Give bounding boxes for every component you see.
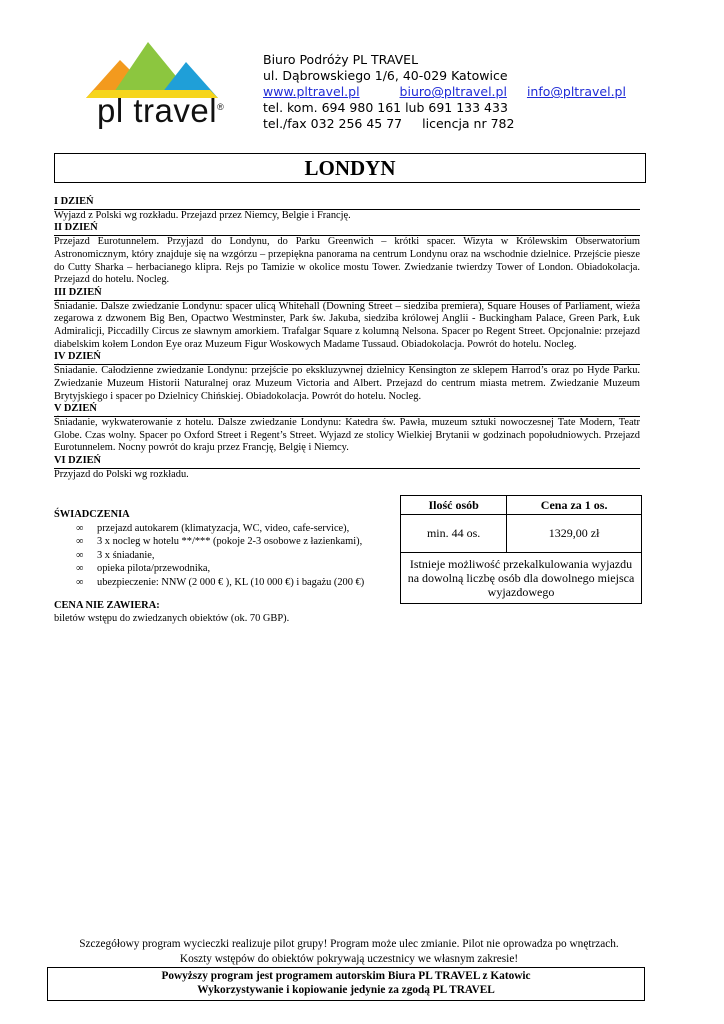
service-text: przejazd autokarem (klimatyzacja, WC, video, cafe-service), — [97, 522, 350, 534]
persons-value: min. 44 os. — [401, 515, 507, 553]
service-text: ubezpieczenie: NNW (2 000 € ), KL (10 000 €) i bagażu (200 €) — [97, 576, 365, 588]
fax-number: tel./fax 032 256 45 77 — [263, 116, 403, 131]
page-title: LONDYN — [54, 153, 646, 183]
phone-numbers: tel. kom. 694 980 161 lub 691 133 433 — [263, 100, 508, 115]
fax-license-row — [263, 116, 626, 132]
day-2-heading: II DZIEŃ — [54, 222, 640, 236]
footer-line-2: Koszty wstępów do obiektów pokrywają uczestnicy we własnym zakresie! — [179, 953, 519, 965]
list-item — [54, 576, 394, 590]
price-value: 1329,00 zł — [507, 515, 642, 553]
program-section — [54, 196, 640, 481]
footer-note — [54, 937, 644, 967]
price-header: Cena za 1 os. — [507, 496, 642, 515]
list-item — [54, 562, 394, 576]
day-4-text: Śniadanie. Całodzienne zwiedzanie Londynu: przejście po ekskluzywnej dzielnicy Kensington ze sklepem Harrod’s oraz po Hyde Parku. Zwiedzanie Muzeum Historii Naturalnej oraz Muzeum Victoria and Albert. Przejazd do centrum miasta metrem. Zwiedzanie Muzeum Brytyjskiego i spacer po Dzielnicy Chińskiej. Obiadokolacja. Powrót do hotelu. Nocleg. — [54, 365, 640, 402]
service-text: 3 x nocleg w hotelu **/*** (pokoje 2-3 osobowe z łazienkami), — [97, 536, 363, 548]
services-section — [54, 508, 394, 590]
agency-name: Biuro Podróży PL TRAVEL — [263, 52, 419, 67]
services-heading: ŚWIADCZENIA — [54, 509, 130, 520]
day-5-heading: V DZIEŃ — [54, 403, 640, 417]
day-2-text: Przejazd Eurotunnelem. Przyjazd do Londynu, do Parku Greenwich – krótki spacer. Wizyta w Królewskim Obserwatorium Astronomicznym, który znajduje się na wzgórzu – przepiękna panorama na centrum Londynu oraz na wschodnie dzielnice. Przejście piesze do Cutty Sharka – herbacianego klipra. Rejs po Tamizie w okolice mostu Tower. Zwiedzanie twierdzy Tower of London. Obiadokolacja. Przejazd do hotelu. Nocleg. — [54, 236, 640, 286]
services-list — [54, 522, 394, 590]
service-text: opieka pilota/przewodnika, — [97, 563, 211, 575]
not-included-heading: CENA NIE ZAWIERA: — [54, 600, 160, 611]
table-row — [401, 515, 642, 553]
bullet-icon: ∞ — [76, 522, 84, 534]
price-note: Istnieje możliwość przekalkulowania wyjazdu na dowolną liczbę osób dla dowolnego miejsca wyjazdowego — [401, 553, 642, 604]
day-1-heading: I DZIEŃ — [54, 196, 640, 210]
day-1-text: Wyjazd z Polski wg rozkładu. Przejazd przez Niemcy, Belgie i Francję. — [54, 209, 351, 221]
day-6-heading: VI DZIEŃ — [54, 455, 640, 469]
bullet-icon: ∞ — [76, 549, 84, 561]
links-row — [263, 84, 626, 100]
agency-address: ul. Dąbrowskiego 1/6, 40-029 Katowice — [263, 68, 508, 83]
not-included-section — [54, 600, 394, 625]
contact-block — [263, 52, 626, 132]
price-table — [400, 495, 642, 604]
footer-line-1: Szczegółowy program wycieczki realizuje pilot grupy! Program może ulec zmianie. Pilot nie oprowadza po wnętrzach. — [79, 938, 619, 950]
list-item — [54, 522, 394, 536]
day-4-heading: IV DZIEŃ — [54, 351, 640, 365]
bullet-icon: ∞ — [76, 576, 84, 588]
bullet-icon: ∞ — [76, 563, 84, 575]
email-link-info[interactable]: info@pltravel.pl — [526, 84, 626, 99]
persons-header: Ilość osób — [401, 496, 507, 515]
copyright-line-2: Wykorzystywanie i kopiowanie jedynie za zgodą PL TRAVEL — [197, 984, 495, 996]
website-link[interactable]: www.pltravel.pl — [263, 84, 360, 99]
logo-registered-mark: ® — [217, 102, 225, 112]
service-text: 3 x śniadanie, — [97, 549, 155, 561]
not-included-text: biletów wstępu do zwiedzanych obiektów (ok. 70 GBP). — [54, 612, 290, 624]
logo-wordmark — [97, 92, 224, 130]
list-item — [54, 535, 394, 549]
copyright-box — [47, 967, 645, 1001]
table-header-row — [401, 496, 642, 515]
copyright-line-1: Powyższy program jest programem autorskim Biura PL TRAVEL z Katowic — [161, 970, 531, 982]
bullet-icon: ∞ — [76, 536, 84, 548]
day-3-text: Śniadanie. Dalsze zwiedzanie Londynu: spacer ulicą Whitehall (Downing Street – siedziba premiera), Square Houses of Parliament, wieża zegarowa z dzwonem Big Ben, Opactwo Westminster, Park św. Jakuba, siedziba królowej Anglii - Buckingham Palace, Green Park, Łuk Admiralicji, Piccadilly Circus ze sławnym amorkiem. Trafalgar Square z kolumną Nelsona. Spacer po Regent Street. Opcjonalnie: przejazd diabelskim kołem London Eye oraz Muzeum Figur Woskowych Madame Tussaud. Obiadokolacja. Powrót do hotelu. Nocleg. — [54, 300, 640, 350]
list-item — [54, 549, 394, 563]
logo-text: pl travel — [97, 92, 218, 129]
day-6-text: Przyjazd do Polski wg rozkładu. — [54, 468, 189, 480]
table-note-row — [401, 553, 642, 604]
license-number: licencja nr 782 — [422, 116, 515, 131]
day-5-text: Śniadanie, wykwaterowanie z hotelu. Dalsze zwiedzanie Londynu: Katedra św. Pawła, muzeum sztuki nowoczesnej Tate Modern, Teatr Globe. Czas wolny. Spacer po Oxford Street i Regent’s Street. Wyjazd ze stolicy Wielkiej Brytanii w godzinach popołudniowych. Przejazd Eurotunnelem. Nocny powrót do kraju przez Francję, Belgię i Niemcy. — [54, 416, 640, 454]
day-3-heading: III DZIEŃ — [54, 287, 640, 301]
email-link-biuro[interactable]: biuro@pltravel.pl — [399, 84, 507, 99]
